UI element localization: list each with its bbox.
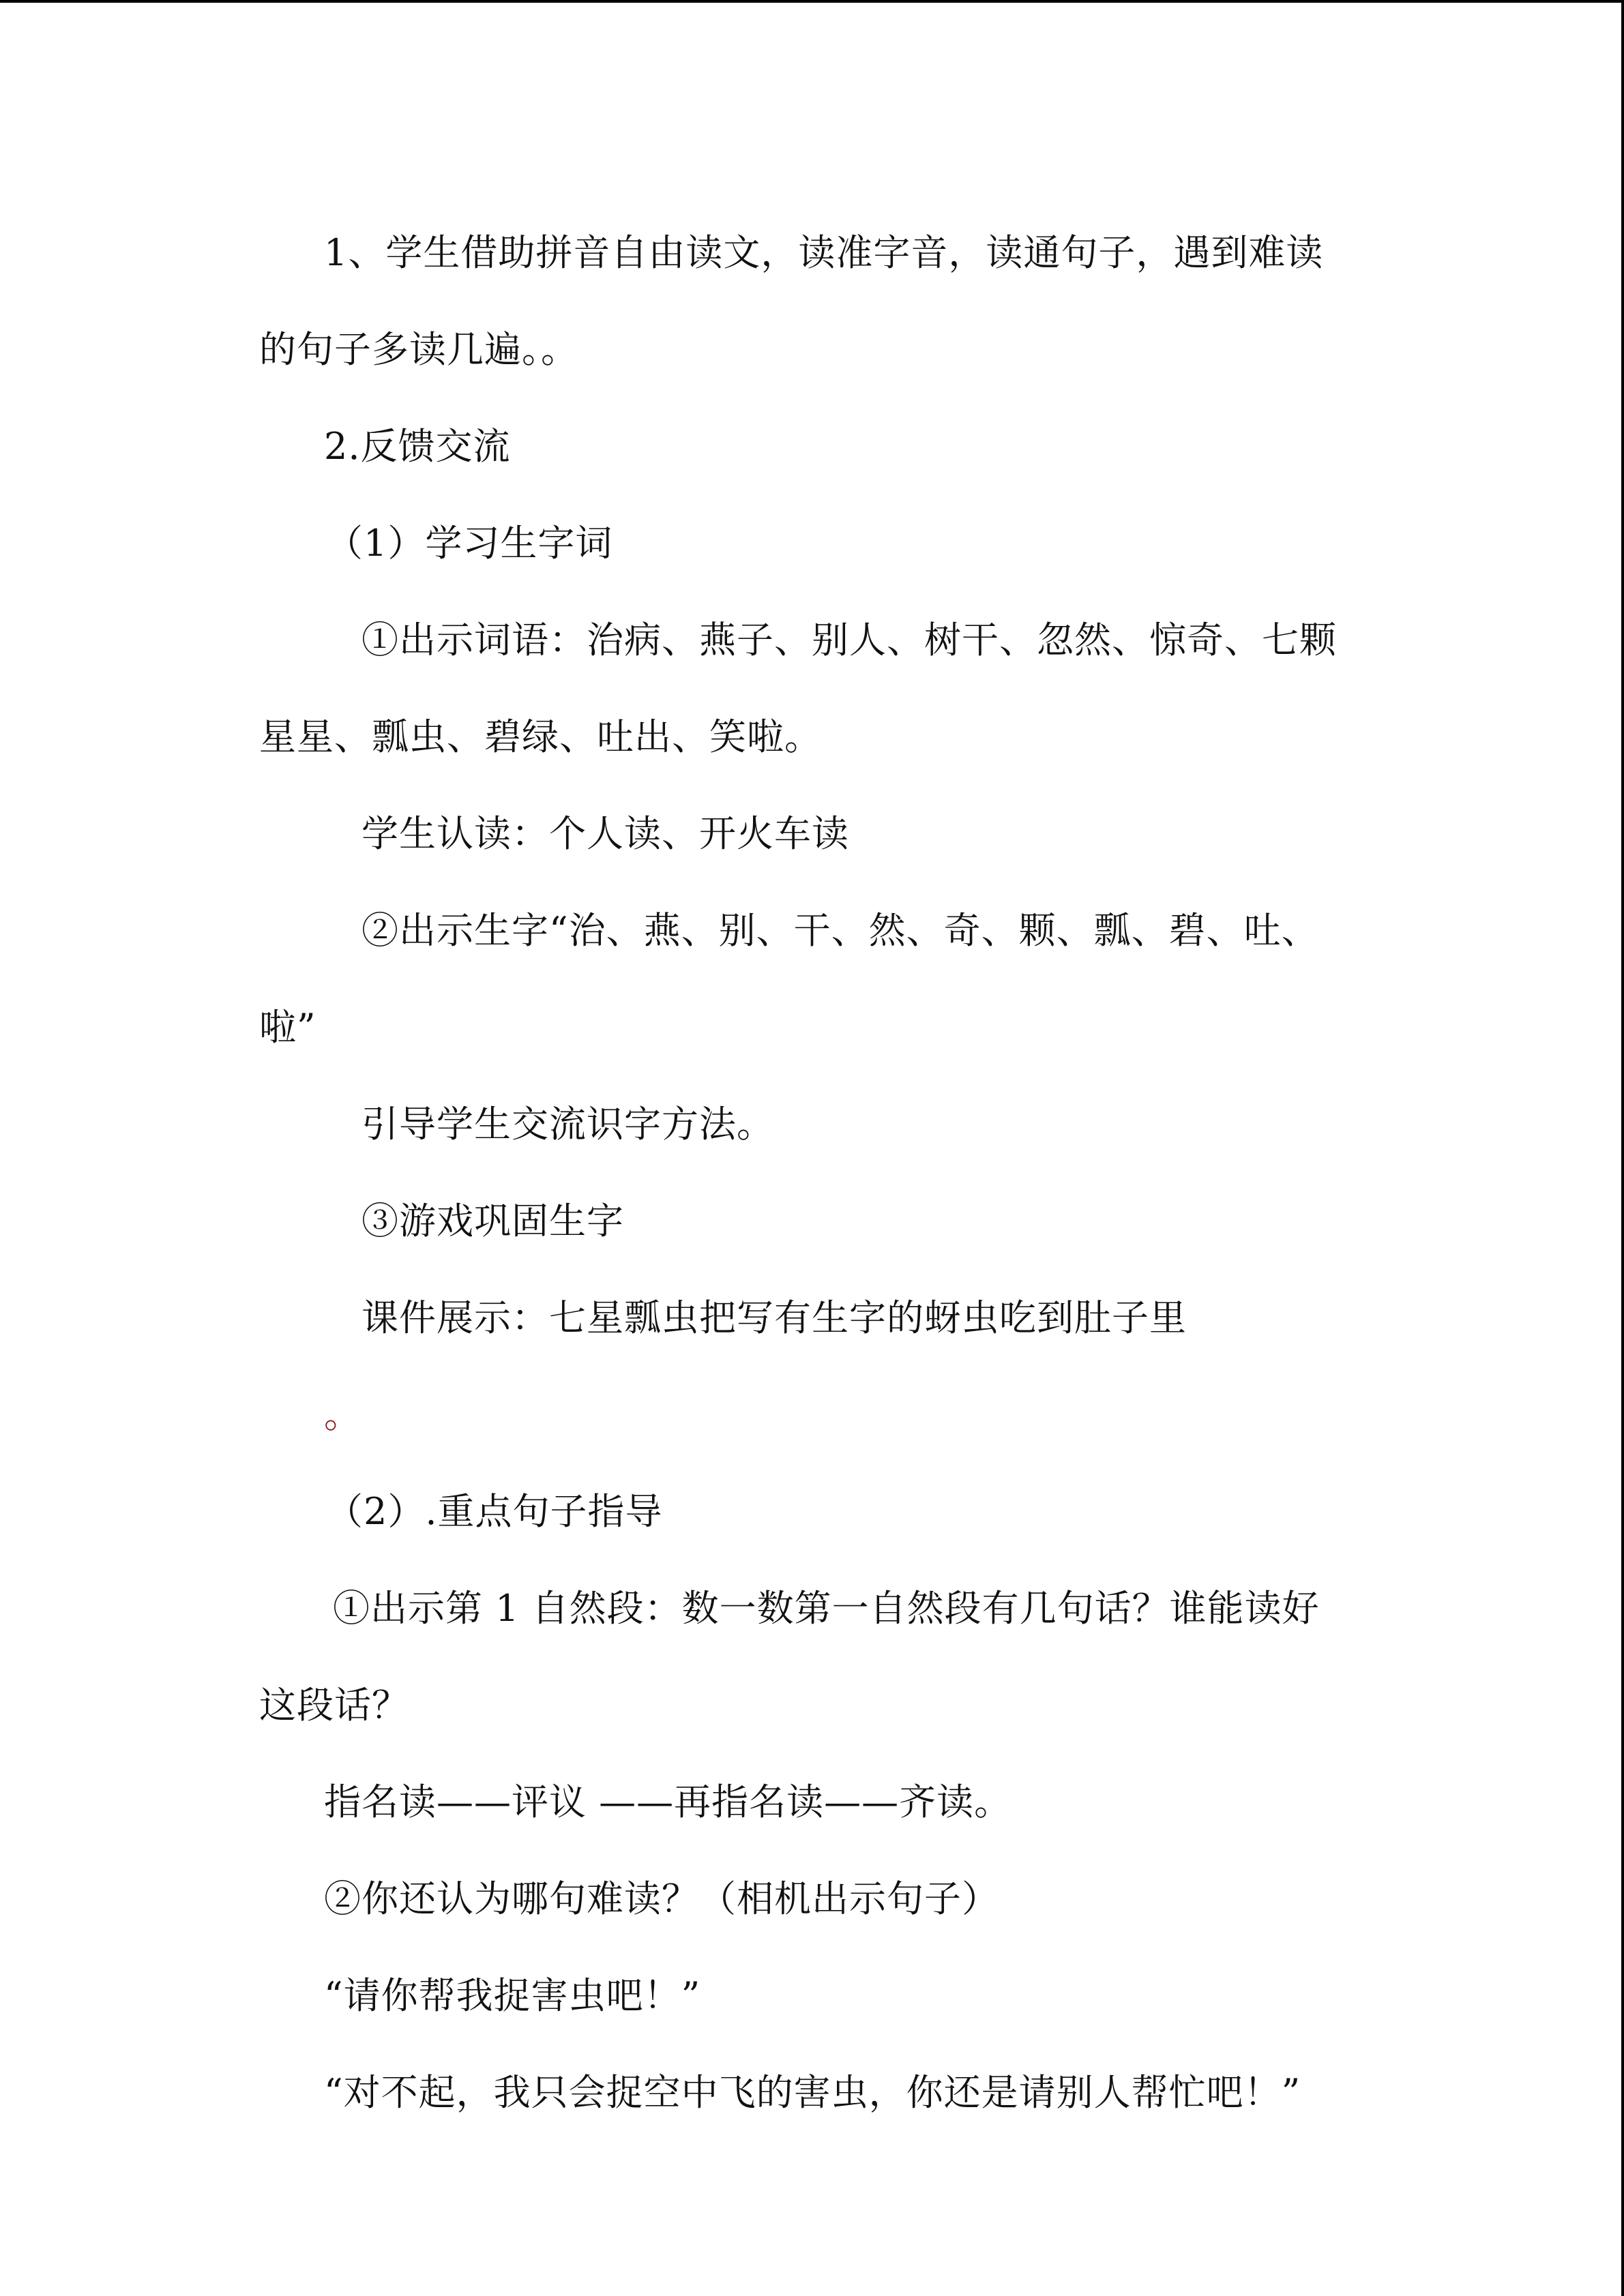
courseware-display: 课件展示：七星瓢虫把写有生字的蚜虫吃到肚子里 (361, 1296, 1187, 1339)
step-1-line-2: 的句子多读几遍。。 (259, 328, 578, 371)
paragraph-1-prompt-line-1: ①出示第 1 自然段：数一数第一自然段有几句话？谁能读好 (333, 1587, 1320, 1630)
character-list-line-2: 啦” (259, 1006, 316, 1049)
document-body (259, 205, 1364, 2141)
section-2-heading: （2）.重点句子指导 (326, 1490, 663, 1533)
stray-period: 。 (324, 1393, 361, 1436)
step-1-line-1: 1、学生借助拼音自由读文，读准字音，读通句子，遇到难读 (324, 231, 1324, 274)
word-list-line-2: 星星、瓢虫、碧绿、吐出、笑啦。 (259, 715, 822, 758)
guide-methods: 引导学生交流识字方法。 (361, 1103, 774, 1146)
character-list-line-1: ②出示生字“治、燕、别、干、然、奇、颗、瓢、碧、吐、 (361, 909, 1319, 952)
game-consolidate: ③游戏巩固生字 (361, 1199, 624, 1242)
quote-1: “请你帮我捉害虫吧！” (324, 1974, 701, 2017)
difficult-sentence-prompt: ②你还认为哪句难读？（相机出示句子） (324, 1877, 999, 1920)
reading-sequence: 指名读——评议 ——再指名读——齐读。 (324, 1780, 1012, 1823)
student-reading: 学生认读：个人读、开火车读 (361, 812, 849, 855)
step-2-heading: 2.反馈交流 (324, 425, 511, 468)
quote-2: “对不起，我只会捉空中飞的害虫，你还是请别人帮忙吧！” (324, 2071, 1301, 2114)
word-list-line-1: ①出示词语：治病、燕子、别人、树干、忽然、惊奇、七颗 (361, 618, 1337, 661)
paragraph-1-prompt-line-2: 这段话？ (259, 1684, 409, 1727)
section-1-heading: （1）学习生字词 (326, 522, 613, 565)
